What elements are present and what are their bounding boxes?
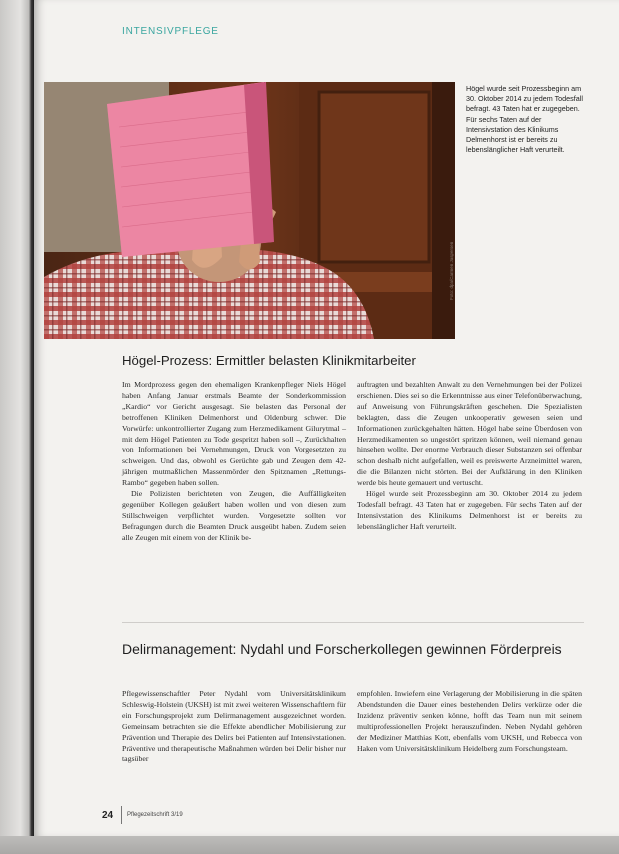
article2-column-2 xyxy=(357,689,582,754)
article1-column-2 xyxy=(357,380,582,533)
section-label: INTENSIVPFLEGE xyxy=(122,26,219,37)
article1-column-1 xyxy=(122,380,346,544)
article2-col1-para1: Pflegewissenschaftler Peter Nydahl vom Universitätsklinikum Schleswig-Holstein (UKSH) ist mit zwei weiteren Wissenschaftlern für ein Forschungsprojekt zum Delirmanagement ausgezeichnet worden. Gemeinsam betrachten sie die Effekte abendlicher Mobilisierung zur Prävention und Therapie des Delirs bei Patienten auf Intensivstationen. Präventive und therapeutische Maßnahmen würden bei Delir bisher nur tagsüber xyxy=(122,689,346,764)
page-number: 24 xyxy=(102,810,114,821)
article1-col2-para2: Högel wurde seit Prozessbeginn am 30. Oktober 2014 zu jedem Todesfall befragt. 43 Taten hat er zugegeben. Für sechs Taten auf der Intensivstation des Klinikums Delmenhorst ist er bereits zu lebenslänglicher Haft verurteilt. xyxy=(357,489,582,531)
book-spine xyxy=(0,0,34,854)
journal-name: Pflegezeitschrift 3/19 xyxy=(127,812,183,818)
article2-col2-para1: empfohlen. Inwiefern eine Verlagerung der Mobilisierung in die späten Abendstunden die Dauer eines bestehenden Delirs verkürze oder die Inzidenz präventiv senken könne, hofft das Team nun mit seinem multiprofessionellen Projekt herauszufinden. Neben Nydahl gehören der Mediziner Matthias Kott, ebenfalls vom UKSH, und Rebecca von Haken vom Universitätsklinikum Heidelberg zum Forschungsteam. xyxy=(357,689,582,753)
article1-col2-para1: auftragten und bezahlten Anwalt zu den Vernehmungen bei der Polizei erschienen. Dies sei so die Erkenntnisse aus einer Telefonüberwachung, auf Anweisung von Führungskräften geschehen. Die Spezialisten beklagten, dass die Zeugen unkooperativ gewesen seien und Informationen zurückgehalten hätten. Högel habe seine Überdosen von Herzmedikamenten so ungestört spritzen können, weil niemand genau hinsehen wollte. Der enorme Verbrauch dieser Substanzen sei offenbar schon deshalb nicht aufgefallen, weil es preiswerte Arzneimittel waren, die die Bilanzen nicht störten. Bei der Aufklärung in den Kliniken werde bis heute gemauert und vertuscht. xyxy=(357,380,582,488)
footer-divider xyxy=(121,806,122,824)
photo-caption: Högel wurde seit Prozessbeginn am 30. Oktober 2014 zu jedem Todesfall befragt. 43 Taten hat er zugegeben. Für sechs Taten auf der Intensivstation des Klinikums Delmenhorst ist er bereits zu lebenslänglicher Haft verurteilt. xyxy=(466,84,583,155)
article1-col1-para1: Im Mordprozess gegen den ehemaligen Krankenpfleger Niels Högel haben Anfang Januar erstmals Beamte der Sonderkommission „Kardio“ vor Gericht ausgesagt. Sie belasten das Personal der betroffenen Kliniken Delmenhorst und Oldenburg schwer. Die Vorwürfe: unkontrollierter Zugang zum Herzmedikament Gilurytmal – mit dem Högel Patienten zu Tode gespritzt haben soll –, Zurückhalten von Informationen bei Vernehmungen, Druck von Vorgesetzten zu schweigen. Und das, obwohl es Gerüchte gab und Zeugen dem 42-jährigen mutmaßlichen Massenmörder den Spitznamen „Rettungs-Rambo“ gegeben haben sollen. xyxy=(122,380,346,488)
photo-illustration xyxy=(44,82,455,339)
article2-title: Delirmanagement: Nydahl und Forscherkollegen gewinnen Förderpreis xyxy=(122,641,562,657)
article2-column-1 xyxy=(122,689,346,765)
article-photo xyxy=(44,82,455,339)
photo-credit: Foto: dpa/Carmen Jaspersen xyxy=(449,241,454,300)
page-edge-shadow xyxy=(0,836,619,854)
article1-title: Högel-Prozess: Ermittler belasten Klinikmitarbeiter xyxy=(122,353,416,368)
article-divider xyxy=(122,622,584,623)
article1-col1-para2: Die Polizisten berichteten von Zeugen, die Auffälligkeiten gegenüber Kollegen geäußert haben wollen und von diesen zum Stillschweigen verpflichtet wurden. Vorgesetzte sollten vor Befragungen durch die Beamten Druck ausgeübt haben. Zudem seien alle Zeugen mit einem von der Klinik be- xyxy=(122,489,346,542)
